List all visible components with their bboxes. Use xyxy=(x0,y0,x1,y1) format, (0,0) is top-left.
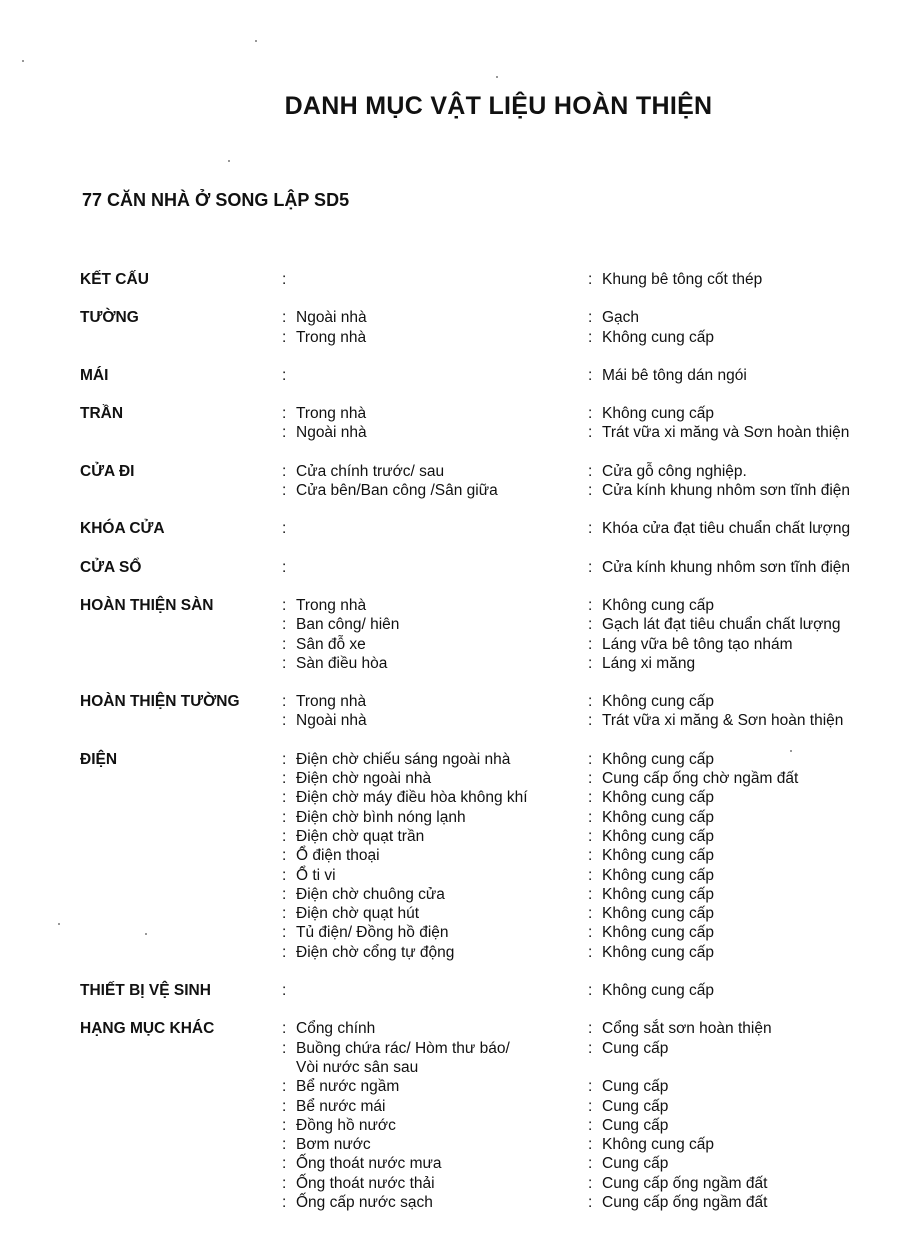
section-rows xyxy=(282,981,897,1000)
section-category: HẠNG MỤC KHÁC xyxy=(80,1020,215,1038)
item-label: Bể nước ngầm xyxy=(296,1078,400,1096)
table-row xyxy=(282,1193,897,1212)
spec-value: Không cung cấp xyxy=(602,808,715,826)
item-label: Sàn điều hòa xyxy=(296,654,388,672)
item-label: Vòi nước sân sau xyxy=(296,1058,419,1076)
item-colon: : xyxy=(282,462,287,480)
scan-speck xyxy=(496,76,498,78)
item-colon: : xyxy=(282,328,287,346)
section-category: CỬA ĐI xyxy=(80,462,135,480)
table-row xyxy=(282,885,897,904)
section xyxy=(0,462,897,501)
item-colon: : xyxy=(282,885,287,903)
section xyxy=(0,404,897,443)
spec-value: Không cung cấp xyxy=(602,905,715,923)
spec-value: Cung cấp ống chờ ngầm đất xyxy=(602,770,799,788)
item-label: Ống thoát nước mưa xyxy=(296,1155,442,1173)
table-row xyxy=(282,711,897,730)
table-row xyxy=(282,788,897,807)
spec-colon: : xyxy=(588,366,593,384)
item-colon xyxy=(282,1058,296,1077)
spec-colon: : xyxy=(588,808,593,826)
spec-value: Trát vữa xi măng và Sơn hoàn thiện xyxy=(602,424,850,442)
item-colon: : xyxy=(282,943,287,961)
spec-colon: : xyxy=(588,827,593,845)
spec-colon: : xyxy=(588,520,593,538)
spec-value: Mái bê tông dán ngói xyxy=(602,366,747,384)
item-colon: : xyxy=(282,271,287,288)
table-row xyxy=(282,827,897,846)
table-row xyxy=(282,904,897,923)
item-label: Trong nhà xyxy=(296,328,367,346)
spec-value: Cửa kính khung nhôm sơn tĩnh điện xyxy=(602,482,851,500)
table-row xyxy=(282,1077,897,1096)
spec-value: Không cung cấp xyxy=(602,847,715,865)
item-colon: : xyxy=(282,1155,287,1173)
item-label: Trong nhà xyxy=(296,693,367,711)
spec-colon: : xyxy=(588,1020,593,1038)
item-colon: : xyxy=(282,654,287,672)
spec-colon: : xyxy=(588,405,593,423)
scan-speck xyxy=(145,933,147,935)
item-colon: : xyxy=(282,596,287,614)
section xyxy=(0,692,897,731)
spec-colon: : xyxy=(588,943,593,961)
section-rows xyxy=(282,462,897,501)
item-colon: : xyxy=(282,924,287,942)
section xyxy=(0,981,897,1000)
section-rows xyxy=(282,692,897,731)
spec-colon: : xyxy=(588,424,593,442)
spec-colon: : xyxy=(588,1193,593,1211)
item-label: Ban công/ hiên xyxy=(296,616,400,634)
section-rows xyxy=(282,596,897,673)
item-label: Ổ ti vi xyxy=(296,866,336,884)
item-label: Điện chờ máy điều hòa không khí xyxy=(296,789,528,807)
spec-colon: : xyxy=(588,1136,593,1154)
spec-value: Không cung cấp xyxy=(602,866,715,884)
item-colon: : xyxy=(282,1039,287,1057)
item-label: Ống cấp nước sạch xyxy=(296,1193,433,1211)
spec-value: Không cung cấp xyxy=(602,693,715,711)
item-label: Buồng chứa rác/ Hòm thư báo/ xyxy=(296,1039,510,1057)
item-label: Cổng chính xyxy=(296,1020,376,1038)
document-title: DANH MỤC VẬT LIỆU HOÀN THIỆN xyxy=(284,92,713,120)
spec-value: Không cung cấp xyxy=(602,924,715,942)
table-row xyxy=(282,615,897,634)
section xyxy=(0,308,897,347)
spec-value: Cung cấp ống ngầm đất xyxy=(602,1174,768,1192)
spec-value: Không cung cấp xyxy=(602,1136,715,1154)
spec-colon: : xyxy=(588,1097,593,1115)
item-label: Điện chờ quạt trần xyxy=(296,827,425,845)
item-label: Đồng hồ nước xyxy=(296,1116,396,1134)
spec-value: Không cung cấp xyxy=(602,405,715,423)
spec-colon: : xyxy=(588,789,593,807)
spec-colon: : xyxy=(588,885,593,903)
material-list xyxy=(0,270,897,1231)
item-label: Điện chờ cổng tự động xyxy=(296,943,455,961)
spec-colon: : xyxy=(588,635,593,653)
spec-colon: : xyxy=(588,712,593,730)
spec-colon: : xyxy=(588,847,593,865)
section-category: TRẦN xyxy=(80,405,124,423)
table-row xyxy=(282,750,897,769)
section-category: KHÓA CỬA xyxy=(80,520,165,538)
section-category: HOÀN THIỆN SÀN xyxy=(80,596,214,614)
item-colon: : xyxy=(282,712,287,730)
table-row xyxy=(282,423,897,442)
spec-value: Không cung cấp xyxy=(602,750,715,768)
spec-value: Cung cấp xyxy=(602,1116,669,1134)
item-colon: : xyxy=(282,616,287,634)
section-rows xyxy=(282,308,897,347)
section xyxy=(0,270,897,289)
item-colon: : xyxy=(282,693,287,711)
scan-speck xyxy=(255,40,257,42)
item-label: Trong nhà xyxy=(296,596,367,614)
item-colon: : xyxy=(282,1097,287,1115)
spec-colon: : xyxy=(588,1039,593,1057)
table-row xyxy=(282,1019,897,1038)
spec-colon: : xyxy=(588,693,593,711)
item-colon: : xyxy=(282,309,287,327)
section xyxy=(0,519,897,538)
table-row xyxy=(282,596,897,615)
section-rows xyxy=(282,404,897,443)
section xyxy=(0,596,897,673)
spec-colon: : xyxy=(588,866,593,884)
table-row xyxy=(282,923,897,942)
spec-colon xyxy=(588,1058,602,1077)
spec-value: Khung bê tông cốt thép xyxy=(602,271,763,288)
spec-value: Gạch lát đạt tiêu chuẩn chất lượng xyxy=(602,616,841,634)
table-row xyxy=(282,635,897,654)
spec-value: Láng xi măng xyxy=(602,654,696,672)
item-colon: : xyxy=(282,1136,287,1154)
table-row xyxy=(282,769,897,788)
spec-value: Cung cấp xyxy=(602,1097,669,1115)
spec-value: Cửa kính khung nhôm sơn tĩnh điện xyxy=(602,558,851,576)
item-label: Sân đỗ xe xyxy=(296,635,366,653)
section-rows xyxy=(282,750,897,962)
scan-speck xyxy=(22,60,24,62)
table-row xyxy=(282,1097,897,1116)
item-label: Ổ điện thoại xyxy=(296,847,380,865)
spec-value: Trát vữa xi măng & Sơn hoàn thiện xyxy=(602,712,844,730)
item-colon: : xyxy=(282,905,287,923)
spec-colon: : xyxy=(588,1174,593,1192)
spec-colon: : xyxy=(588,750,593,768)
spec-value: Cung cấp xyxy=(602,1155,669,1173)
table-row xyxy=(282,1135,897,1154)
spec-colon: : xyxy=(588,482,593,500)
spec-colon: : xyxy=(588,1078,593,1096)
spec-value: Gạch xyxy=(602,309,640,327)
spec-colon: : xyxy=(588,1155,593,1173)
spec-value: Không cung cấp xyxy=(602,827,715,845)
document-subtitle: 77 CĂN NHÀ Ở SONG LẬP SD5 xyxy=(82,190,350,210)
spec-value: Không cung cấp xyxy=(602,885,715,903)
table-row xyxy=(282,328,897,347)
item-colon: : xyxy=(282,1193,287,1211)
section xyxy=(0,750,897,962)
section-rows xyxy=(282,519,897,538)
scan-speck xyxy=(58,923,60,925)
item-label: Điện chờ chuông cửa xyxy=(296,885,445,903)
spec-colon: : xyxy=(588,770,593,788)
item-label: Bể nước mái xyxy=(296,1097,386,1115)
scan-speck xyxy=(228,160,230,162)
spec-value: Cung cấp ống ngầm đất xyxy=(602,1193,768,1211)
section-category: ĐIỆN xyxy=(80,750,118,768)
item-colon: : xyxy=(282,789,287,807)
spec-value: Cửa gỗ công nghiệp. xyxy=(602,462,747,480)
item-label: Tủ điện/ Đồng hồ điện xyxy=(296,924,449,942)
spec-colon: : xyxy=(588,905,593,923)
spec-colon: : xyxy=(588,924,593,942)
item-colon: : xyxy=(282,405,287,423)
table-row xyxy=(282,808,897,827)
spec-colon: : xyxy=(588,982,593,1000)
item-label: Ngoài nhà xyxy=(296,309,367,327)
item-colon: : xyxy=(282,366,287,384)
spec-value: Không cung cấp xyxy=(602,789,715,807)
table-row xyxy=(282,1174,897,1193)
section-category: KẾT CẤU xyxy=(80,271,149,288)
spec-colon: : xyxy=(588,462,593,480)
spec-value: Cung cấp xyxy=(602,1078,669,1096)
section xyxy=(0,558,897,577)
item-label: Cửa bên/Ban công /Sân giữa xyxy=(296,482,498,500)
table-row xyxy=(282,404,897,423)
item-label: Trong nhà xyxy=(296,405,367,423)
table-row xyxy=(282,558,897,577)
spec-value: Không cung cấp xyxy=(602,982,715,1000)
section-category: HOÀN THIỆN TƯỜNG xyxy=(80,693,240,711)
item-label: Điện chờ chiếu sáng ngoài nhà xyxy=(296,750,511,768)
section-category: CỬA SỔ xyxy=(80,558,142,576)
item-colon: : xyxy=(282,424,287,442)
item-colon: : xyxy=(282,1020,287,1038)
spec-colon: : xyxy=(588,596,593,614)
table-row xyxy=(282,654,897,673)
item-label: Điện chờ bình nóng lạnh xyxy=(296,808,466,826)
scan-speck xyxy=(790,750,792,752)
spec-value: Cung cấp xyxy=(602,1039,669,1057)
item-colon: : xyxy=(282,770,287,788)
table-row xyxy=(282,866,897,885)
item-colon: : xyxy=(282,635,287,653)
spec-colon: : xyxy=(588,328,593,346)
spec-colon: : xyxy=(588,558,593,576)
item-label: Ống thoát nước thải xyxy=(296,1174,435,1192)
item-colon: : xyxy=(282,1116,287,1134)
section xyxy=(0,366,897,385)
table-row xyxy=(282,943,897,962)
item-colon: : xyxy=(282,982,287,1000)
item-colon: : xyxy=(282,1174,287,1192)
section-rows xyxy=(282,366,897,385)
table-row xyxy=(282,1039,897,1058)
spec-colon: : xyxy=(588,616,593,634)
spec-value: Không cung cấp xyxy=(602,943,715,961)
item-colon: : xyxy=(282,866,287,884)
item-colon: : xyxy=(282,520,287,538)
item-label: Điện chờ ngoài nhà xyxy=(296,770,432,788)
spec-value: Không cung cấp xyxy=(602,328,715,346)
table-row xyxy=(282,692,897,711)
table-row xyxy=(282,481,897,500)
section xyxy=(0,1019,897,1212)
section-category: THIẾT BỊ VỆ SINH xyxy=(80,982,211,1000)
item-colon: : xyxy=(282,808,287,826)
item-label: Điện chờ quạt hút xyxy=(296,905,420,923)
item-label: Ngoài nhà xyxy=(296,424,367,442)
section-rows xyxy=(282,270,897,289)
table-row xyxy=(282,270,897,289)
spec-value: Cổng sắt sơn hoàn thiện xyxy=(602,1020,772,1038)
section-rows xyxy=(282,1019,897,1212)
item-colon: : xyxy=(282,827,287,845)
table-row xyxy=(282,519,897,538)
item-colon: : xyxy=(282,482,287,500)
spec-value: Láng vữa bê tông tạo nhám xyxy=(602,635,793,653)
table-row xyxy=(282,308,897,327)
section-category: TƯỜNG xyxy=(80,309,139,327)
table-row xyxy=(282,462,897,481)
table-row xyxy=(282,1154,897,1173)
item-label: Ngoài nhà xyxy=(296,712,367,730)
spec-value: Không cung cấp xyxy=(602,596,715,614)
table-row xyxy=(282,846,897,865)
spec-colon: : xyxy=(588,654,593,672)
spec-colon: : xyxy=(588,271,593,288)
spec-value: Khóa cửa đạt tiêu chuẩn chất lượng xyxy=(602,520,851,538)
item-label: Cửa chính trước/ sau xyxy=(296,462,445,480)
spec-colon: : xyxy=(588,309,593,327)
table-row xyxy=(282,1058,897,1077)
table-row xyxy=(282,366,897,385)
section-category: MÁI xyxy=(80,366,109,384)
item-colon: : xyxy=(282,558,287,576)
table-row xyxy=(282,981,897,1000)
item-label: Bơm nước xyxy=(296,1136,371,1154)
item-colon: : xyxy=(282,750,287,768)
table-row xyxy=(282,1116,897,1135)
item-colon: : xyxy=(282,847,287,865)
section-rows xyxy=(282,558,897,577)
spec-colon: : xyxy=(588,1116,593,1134)
item-colon: : xyxy=(282,1078,287,1096)
